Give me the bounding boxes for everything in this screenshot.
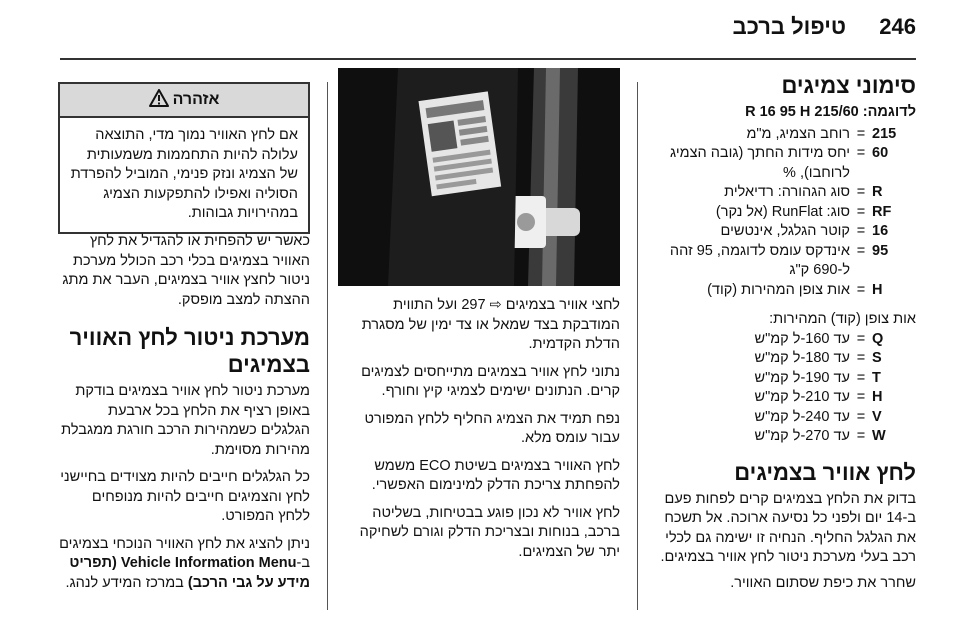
middle-paragraph-2: נתוני לחץ אוויר בצמיגים מתייחסים לצמיגים קרים. הנתונים ישימים לצמיגי קיץ וחורף. xyxy=(361,363,620,399)
tire-label-illustration xyxy=(338,68,620,286)
middle-paragraph-3: נפח תמיד את הצמיג החליף ללחץ המפורט עבור עומס מלא. xyxy=(364,410,620,446)
tire-markings-heading: סימוני צמיגים xyxy=(781,73,916,98)
menu-name: Vehicle Information Menu xyxy=(120,555,297,571)
warning-label: אזהרה xyxy=(172,91,220,108)
menu-name-hebrew: (תפריט מידע על גבי הרכב) xyxy=(69,555,310,591)
list-item: H = עד 210-ל קמ"ש xyxy=(754,389,883,405)
middle-paragraph-1: לחצי אוויר בצמיגים ⇨ 297 ועל התווית המודבקת בצד שמאל או צד ימין של מסגרת הדלת הקדמית. xyxy=(361,297,620,352)
list-item: R = סוג הגהורה: רדיאלית xyxy=(724,184,883,200)
tire-markings-list xyxy=(648,125,916,301)
page-header xyxy=(60,14,916,48)
left-paragraph-2: מערכת ניטור לחץ אוויר בצמיגים בודקת באופן רציף את הלחץ בכל ארבעת הגלגלים כשמהירות הרכב חורגת ממגבלת מהירות מסוימת. xyxy=(61,383,310,458)
list-item: Q = עד 160-ל קמ"ש xyxy=(754,330,884,347)
speed-code-intro: אות צופן (קוד) המהירות: xyxy=(769,311,916,327)
left-paragraph-1: כאשר יש להפחית או להגדיל את לחץ האוויר בצמיגים בכלי רכב הכולל מערכת ניטור לחצץ אוויר בצמיגים, העבר את מתג ההצתה למצב מופסק. xyxy=(62,233,310,308)
list-item: S = עד 180-ל קמ"ש xyxy=(754,350,882,366)
middle-column xyxy=(338,296,620,562)
speed-code-list xyxy=(648,330,916,447)
list-item: H = אות צופן המהירות (קוד) xyxy=(707,281,883,298)
column-divider-right xyxy=(637,82,638,610)
left-paragraph-4: ניתן להציג את לחץ האוויר הנוכחי בצמיגים ב-Vehicle Information Menu (תפריט מידע על גבי הרכב) במרכז המידע לנהג. xyxy=(59,535,310,591)
right-column xyxy=(648,68,916,593)
warning-box xyxy=(58,82,310,234)
list-item: W = עד 270-ל קמ"ש xyxy=(754,428,886,444)
column-divider-left xyxy=(327,82,328,610)
list-item: RF = סוג: RunFlat (אל נקר) xyxy=(715,203,892,220)
middle-paragraph-5: לחץ אוויר לא נכון פוגע בבטיחות, בשליטה ברכב, בנוחות ובצריכת הדלק וגורם לשחיקה יתר של הצמיגים. xyxy=(359,504,620,560)
tire-pressure-paragraph: בדוק את הלחץ בצמיגים קרים לפחות פעם ב-14 יום ולפני כל נסיעה ארוכה. אל תשכח את הגלגל החליף. הנחיה זו ישימה גם לכלי רכב בעלי מערכת ניטור לחץ אוויר בצמיגים. xyxy=(660,490,916,565)
valve-cap-paragraph: שחרר את כיפת שסתום האוויר. xyxy=(730,574,916,591)
warning-header xyxy=(60,84,308,118)
page-title: טיפול ברכב xyxy=(732,14,846,39)
door-pillar-photo xyxy=(338,68,620,286)
warning-text: אם לחץ האוויר נמוך מדי, התוצאה עלולה להיות התחממות משמעותית של הצמיג ונזק פנימי, המוביל להפרדת הסוליה ואפילו להתפקעות הצמיג במהירויות גבוהות. xyxy=(70,127,298,221)
list-item: 95 = אינדקס עומס לדוגמה, 95 זהה ל-690 ק"ג xyxy=(669,242,889,278)
left-column xyxy=(58,232,310,593)
left-paragraph-3: כל הגלגלים חייבים להיות מצוידים בחיישני לחץ והצמיגים חייבים להיות מנופחים ללחץ המפורט. xyxy=(60,469,310,524)
tpms-heading: מערכת ניטור לחץ האוויר בצמיגים xyxy=(69,325,310,377)
list-item: T = עד 190-ל קמ"ש xyxy=(754,369,881,386)
header-divider xyxy=(60,58,916,60)
list-item: V = עד 240-ל קמ"ש xyxy=(754,408,882,425)
tire-example: לדוגמה: 215/60 R 16 95 H xyxy=(745,104,916,120)
list-item: 16 = קוטר הגלגל, אינטשים xyxy=(720,223,889,239)
tire-pressure-heading: לחץ אוויר בצמיגים xyxy=(734,459,916,485)
warning-icon xyxy=(149,89,169,112)
middle-paragraph-4: לחץ האוויר בצמיגים בשיטת ECO משמש להפחתת צריכת הדלק למינימום האפשרי. xyxy=(371,457,620,493)
page-number: 246 xyxy=(879,14,916,39)
list-item: 215 = רוחב הצמיג, מ"מ xyxy=(746,125,897,142)
list-item: 60 = יחס מידות החתך (גובה הצמיג לרוחבו), % xyxy=(670,145,889,181)
